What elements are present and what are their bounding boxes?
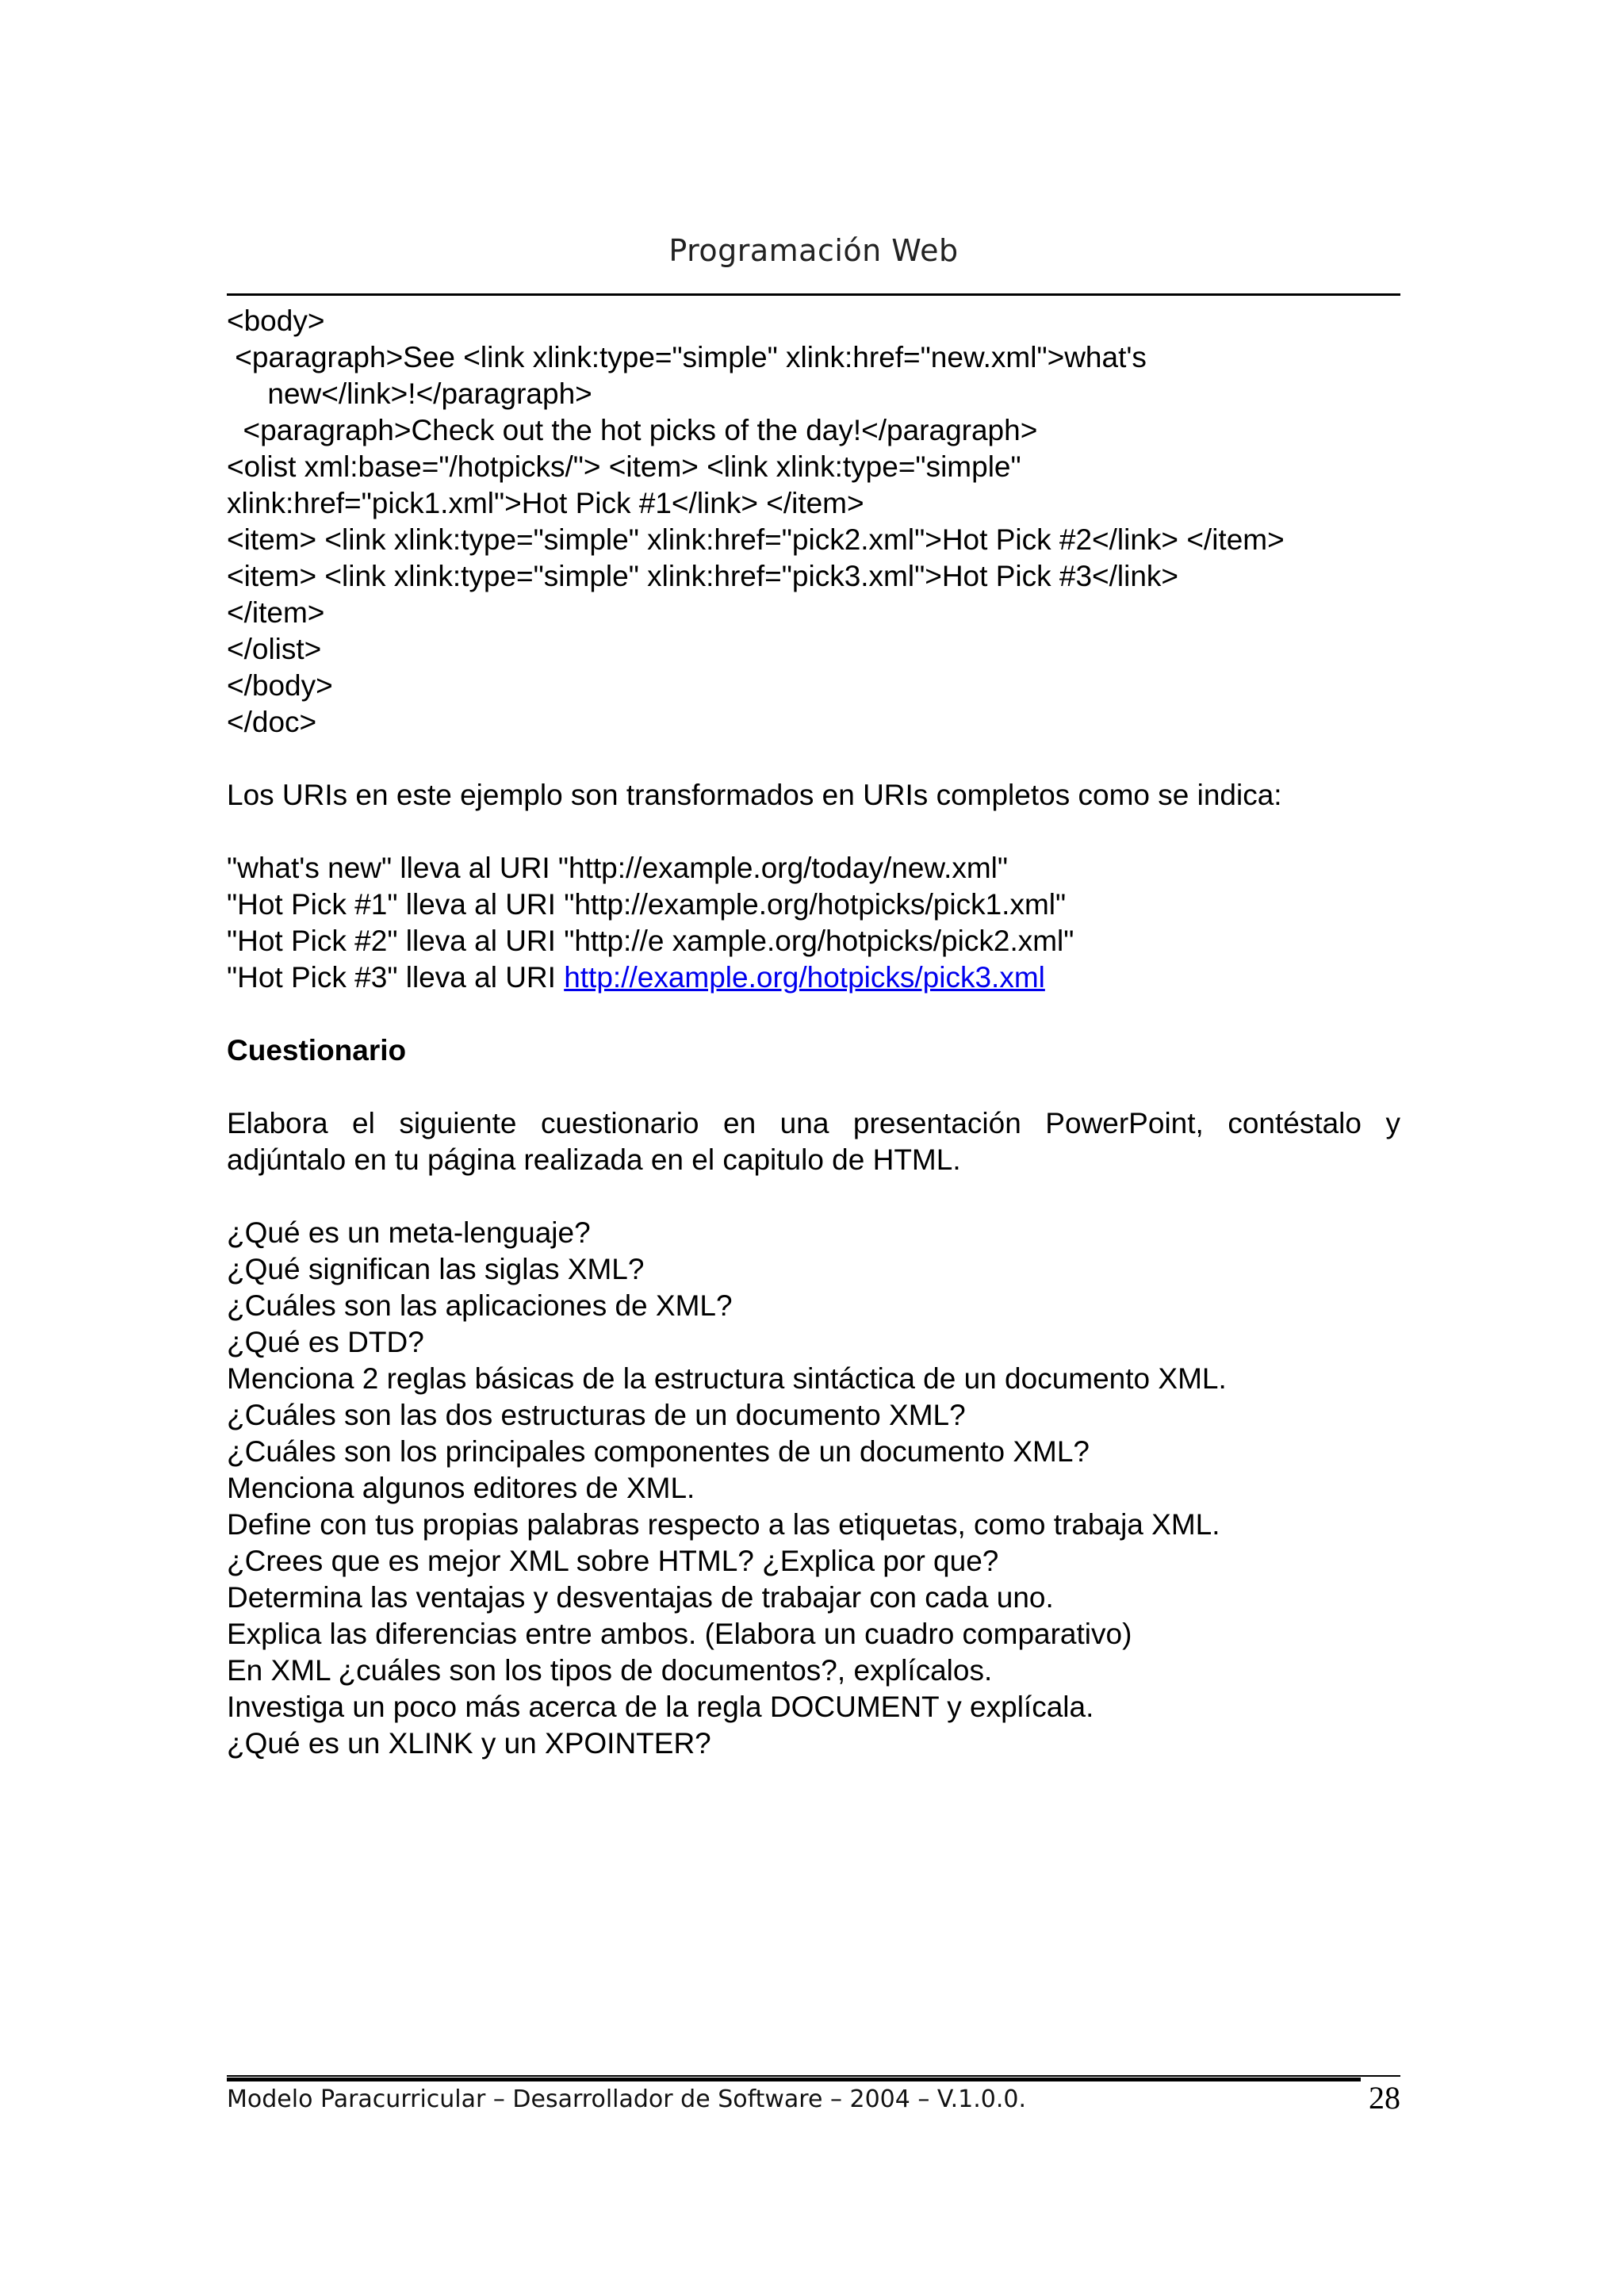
code-line: <paragraph>See <link xlink:type="simple" xlink:href="new.xml">what's <box>227 341 1147 373</box>
intro-paragraph: Los URIs en este ejemplo son transformados en URIs completos como se indica: <box>227 779 1282 811</box>
question-item: ¿Cuáles son las dos estructuras de un documento XML? <box>227 1399 966 1431</box>
code-line: <paragraph>Check out the hot picks of the day!</paragraph> <box>227 414 1038 446</box>
question-item: En XML ¿cuáles son los tipos de documentos?, explícalos. <box>227 1654 993 1687</box>
code-block <box>227 303 1400 741</box>
question-item: ¿Qué es un XLINK y un XPOINTER? <box>227 1727 711 1760</box>
section-heading: Cuestionario <box>227 1034 407 1067</box>
code-line: new</link>!</paragraph> <box>227 377 592 410</box>
code-line: </olist> <box>227 633 322 665</box>
footer-text: Modelo Paracurricular – Desarrollador de Software – 2004 – V.1.0.0. <box>227 2085 1026 2113</box>
question-item: Investiga un poco más acerca de la regla DOCUMENT y explícala. <box>227 1691 1094 1723</box>
code-line: xlink:href="pick1.xml">Hot Pick #1</link> </item> <box>227 487 864 519</box>
page-content <box>227 303 1400 1762</box>
uri-line: "Hot Pick #1" lleva al URI "http://example.org/hotpicks/pick1.xml" <box>227 888 1067 921</box>
question-item: ¿Qué es un meta-lenguaje? <box>227 1216 591 1249</box>
code-line: </doc> <box>227 706 317 738</box>
uri-line: "Hot Pick #2" lleva al URI "http://e xample.org/hotpicks/pick2.xml" <box>227 925 1074 957</box>
question-item: Menciona 2 reglas básicas de la estructura sintáctica de un documento XML. <box>227 1362 1227 1395</box>
uri-line: "what's new" lleva al URI "http://example.org/today/new.xml" <box>227 852 1009 884</box>
uri-list <box>227 850 1400 996</box>
question-item: ¿Qué es DTD? <box>227 1326 424 1358</box>
code-line: <item> <link xlink:type="simple" xlink:href="pick2.xml">Hot Pick #2</link> </item> <box>227 523 1285 556</box>
header-divider <box>227 293 1400 296</box>
question-item: Menciona algunos editores de XML. <box>227 1472 695 1504</box>
code-line: <item> <link xlink:type="simple" xlink:href="pick3.xml">Hot Pick #3</link> <box>227 560 1179 592</box>
footer-divider <box>227 2075 1400 2077</box>
question-item: Determina las ventajas y desventajas de trabajar con cada uno. <box>227 1581 1054 1614</box>
document-page <box>227 0 1400 2294</box>
page-number: 28 <box>1369 2080 1400 2116</box>
code-line: <olist xml:base="/hotpicks/"> <item> <link xlink:type="simple" <box>227 450 1021 483</box>
question-item: Define con tus propias palabras respecto a las etiquetas, como trabaja XML. <box>227 1508 1220 1541</box>
question-list <box>227 1215 1400 1762</box>
pick3-link[interactable]: http://example.org/hotpicks/pick3.xml <box>564 961 1045 994</box>
code-line: <body> <box>227 304 325 337</box>
footer-divider-thick <box>227 2078 1361 2081</box>
code-line: </item> <box>227 596 325 629</box>
uri-line-prefix: "Hot Pick #3" lleva al URI <box>227 961 565 994</box>
page-header-title: Programación Web <box>668 233 959 268</box>
uri-line <box>227 959 1400 996</box>
instructions-paragraph <box>227 1105 1400 1178</box>
question-item: ¿Crees que es mejor XML sobre HTML? ¿Explica por que? <box>227 1545 999 1577</box>
question-item: ¿Qué significan las siglas XML? <box>227 1253 645 1285</box>
question-item: ¿Cuáles son los principales componentes de un documento XML? <box>227 1435 1090 1468</box>
question-item: Explica las diferencias entre ambos. (Elabora un cuadro comparativo) <box>227 1618 1132 1650</box>
code-line: </body> <box>227 669 333 702</box>
instructions-line: adjúntalo en tu página realizada en el capitulo de HTML. <box>227 1143 961 1176</box>
instructions-line: Elabora el siguiente cuestionario en una presentación PowerPoint, contéstalo y <box>227 1107 1400 1139</box>
question-item: ¿Cuáles son las aplicaciones de XML? <box>227 1289 733 1322</box>
